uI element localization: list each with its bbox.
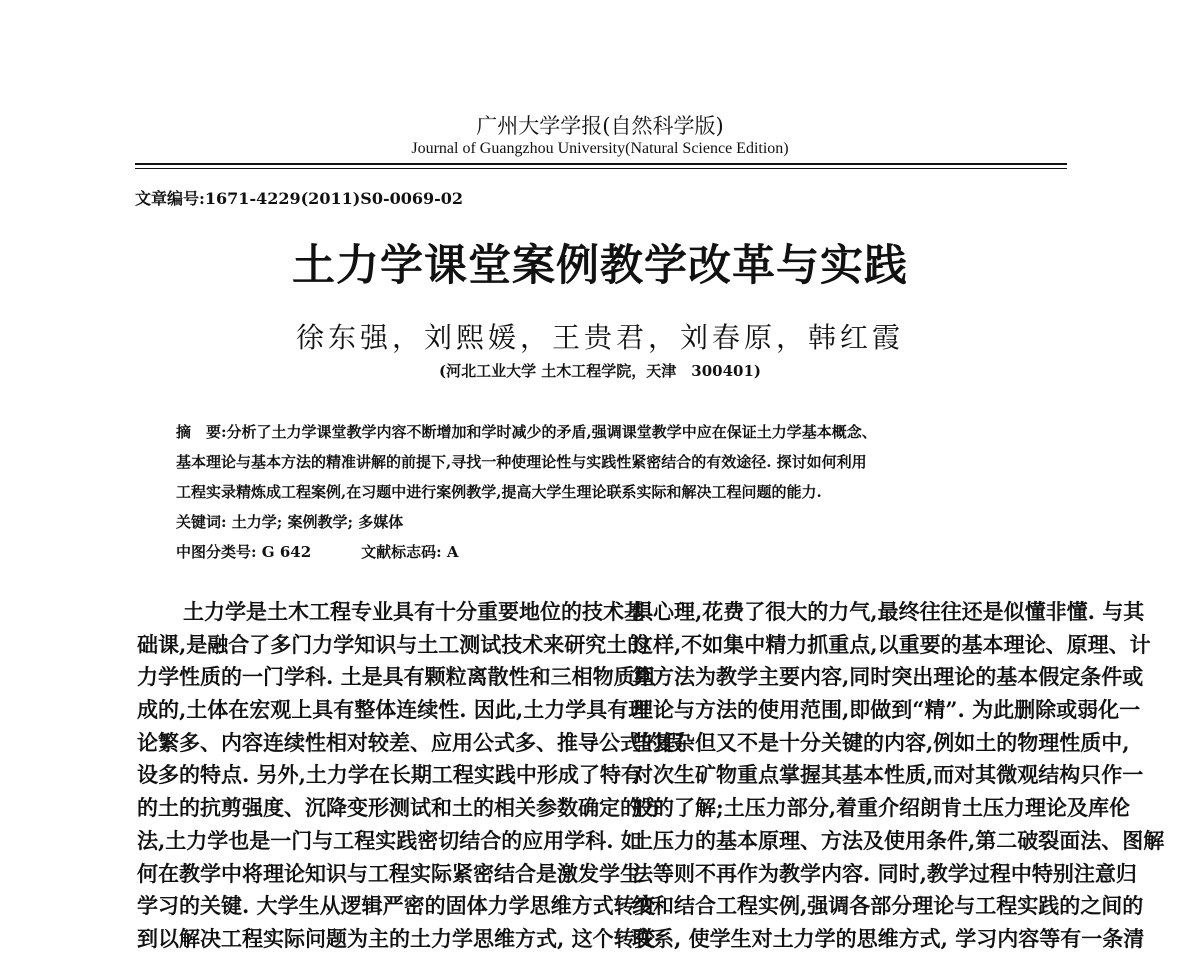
abstract — [176, 417, 1056, 567]
body-line: 土力学是土木工程专业具有十分重要地位的技术基 — [183, 599, 645, 624]
keywords-label: 关键词: — [176, 513, 227, 531]
body-line: 对次生矿物重点掌握其基本性质,而对其微观结构只作一 — [632, 762, 1144, 788]
body-line: 这样,不如集中精力抓重点,以重要的基本理论、原理、计 — [632, 631, 1151, 657]
body-line: 法,土力学也是一门与工程实践密切结合的应用学科. 如 — [137, 827, 642, 853]
body-line: 法等则不再作为教学内容. 同时,教学过程中特别注意归 — [632, 860, 1137, 886]
body-line: 成的,土体在宏观上具有整体连续性. 因此,土力学具有理 — [137, 697, 650, 723]
body-line: 论繁多、内容连续性相对较差、应用公式多、推导公式的假 — [137, 729, 683, 755]
body-column-right — [632, 596, 1165, 956]
abstract-line: 分析了土力学课堂教学内容不断增加和学时减少的矛盾,强调课堂教学中应在保证土力学基本概念、 — [226, 423, 877, 441]
body-line: 的土的抗剪强度、沉降变形测试和土的相关参数确定的方 — [137, 795, 662, 821]
body-line: 惧心理,花费了很大的力气,最终往往还是似懂非懂. 与其 — [632, 599, 1145, 624]
keywords-value: 土力学; 案例教学; 多媒体 — [231, 513, 404, 531]
body-line: 土压力的基本原理、方法及使用条件,第二破裂面法、图解 — [632, 827, 1165, 853]
body-line: 联系, 使学生对土力学的思维方式, 学习内容等有一条清 — [632, 925, 1145, 951]
body-line: 设多的特点. 另外,土力学在长期工程实践中形成了特有 — [137, 762, 642, 788]
body-line: 学习的关键. 大学生从逻辑严密的固体力学思维方式转变 — [137, 893, 656, 919]
body-line: 到以解决工程实际问题为主的土力学思维方式, 这个转变 — [137, 925, 656, 951]
body-column-left — [137, 596, 683, 956]
keywords — [176, 507, 1056, 537]
body-line: 算方法为教学主要内容,同时突出理论的基本假定条件或 — [632, 664, 1144, 690]
body-line: 纳和结合工程实例,强调各部分理论与工程实践的之间的 — [632, 893, 1144, 919]
clc-value: G 642 — [261, 543, 312, 561]
body-line: 力学性质的一门学科. 土是具有颗粒离散性和三相物质组 — [137, 664, 656, 690]
abstract-line: 基本理论与基本方法的精准讲解的前提下,寻找一种使理论性与实践性紧密结合的有效途径. 探讨如何利用 — [176, 453, 867, 471]
body-line: 何在教学中将理论知识与工程实际紧密结合是激发学生 — [137, 860, 641, 886]
body-line: 般的了解;土压力部分,着重介绍朗肯土压力理论及库伦 — [632, 795, 1131, 821]
body-line: 础课,是融合了多门力学知识与土工测试技术来研究土的 — [137, 631, 649, 657]
journal-name-cn: 广州大学学报(自然科学版) — [476, 114, 724, 138]
authors: 徐东强，刘熙媛，王贵君，刘春原，韩红霞 — [295, 321, 904, 354]
classification — [176, 537, 1056, 567]
abstract-line: 工程实录精炼成工程案例,在习题中进行案例教学,提高大学生理论联系实际和解决工程问题的能力. — [176, 483, 822, 501]
header-rule — [135, 163, 1067, 165]
clc-label: 中图分类号: — [176, 543, 257, 561]
doc-code-value: A — [446, 543, 459, 561]
abstract-label: 摘 要: — [176, 423, 227, 441]
body-line: 些复杂但又不是十分关键的内容,例如土的物理性质中, — [632, 729, 1130, 755]
journal-name-en: Journal of Guangzhou University(Natural Science Edition) — [411, 140, 789, 157]
doc-code-label: 文献标志码: — [361, 543, 442, 561]
body-line: 理论与方法的使用范围,即做到“精”. 为此删除或弱化一 — [632, 697, 1141, 723]
paper-title: 土力学课堂案例教学改革与实践 — [292, 241, 908, 291]
article-number: 文章编号:1671-4229(2011)S0-0069-02 — [135, 189, 464, 208]
header-rule-thin — [135, 168, 1067, 169]
affiliation: (河北工业大学 土木工程学院，天津 300401) — [438, 362, 762, 380]
